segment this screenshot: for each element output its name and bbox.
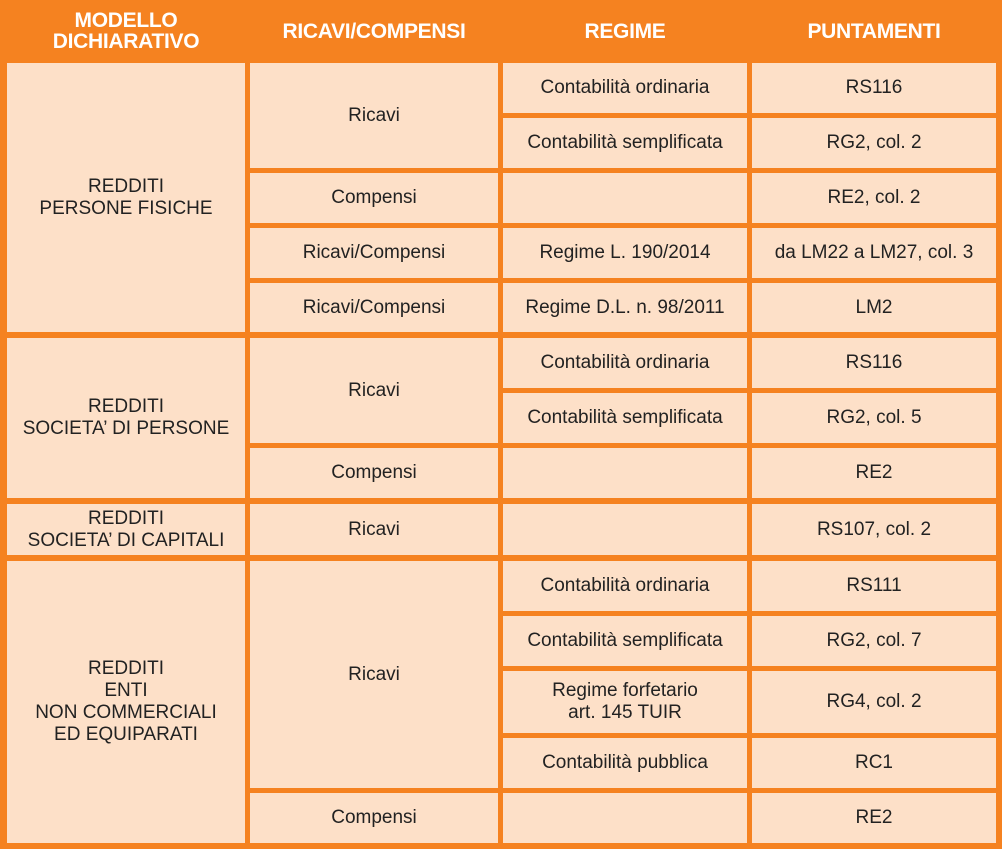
modello-line: REDDITI	[88, 175, 164, 197]
ricavi-cell: Compensi	[250, 793, 498, 843]
modello-cell	[7, 561, 245, 843]
puntamenti-cell: RG2, col. 7	[752, 616, 996, 666]
regime-cell: Contabilità semplificata	[503, 393, 747, 443]
modello-line: REDDITI	[88, 396, 164, 417]
regime-cell	[503, 173, 747, 223]
puntamenti-cell: RE2	[752, 793, 996, 843]
header-modello	[7, 0, 245, 62]
modello-line: ED EQUIPARATI	[54, 724, 198, 745]
header-modello-line-1: MODELLO	[74, 9, 178, 32]
puntamenti-cell: RS107, col. 2	[752, 504, 996, 555]
regime-cell: Contabilità pubblica	[503, 738, 747, 788]
ricavi-cell: Compensi	[250, 448, 498, 498]
modello-line: NON COMMERCIALI	[35, 702, 217, 723]
header-regime: REGIME	[584, 19, 666, 43]
regime-line: art. 145 TUIR	[568, 702, 682, 723]
regime-cell: Regime L. 190/2014	[503, 228, 747, 278]
regime-cell	[503, 448, 747, 498]
regime-cell: Contabilità ordinaria	[503, 63, 747, 113]
header-ricavi-compensi: RICAVI/COMPENSI	[282, 19, 466, 43]
ricavi-cell: Ricavi	[250, 561, 498, 788]
header-modello-line-2: DICHIARATIVO	[52, 30, 200, 53]
puntamenti-cell: da LM22 a LM27, col. 3	[752, 228, 996, 278]
modello-line: SOCIETA’ DI CAPITALI	[27, 529, 225, 551]
ricavi-cell: Ricavi	[250, 63, 498, 168]
regime-cell	[503, 504, 747, 555]
header-puntamenti: PUNTAMENTI	[807, 19, 941, 43]
modello-cell	[7, 63, 245, 332]
regime-cell	[503, 671, 747, 733]
ricavi-cell: Ricavi/Compensi	[250, 283, 498, 332]
puntamenti-cell: RE2, col. 2	[752, 173, 996, 223]
regime-cell: Contabilità semplificata	[503, 118, 747, 168]
regime-cell: Contabilità semplificata	[503, 616, 747, 666]
modello-cell	[7, 338, 245, 498]
puntamenti-cell: RS116	[752, 338, 996, 388]
puntamenti-cell: RS111	[752, 561, 996, 611]
modello-cell	[7, 504, 245, 555]
modello-line: REDDITI	[88, 658, 164, 679]
group-societa-capitali	[7, 504, 245, 555]
ricavi-cell: Ricavi/Compensi	[250, 228, 498, 278]
ricavi-cell: Ricavi	[250, 504, 498, 555]
puntamenti-cell: RG2, col. 5	[752, 393, 996, 443]
regime-cell: Regime D.L. n. 98/2011	[503, 283, 747, 332]
puntamenti-cell: RG2, col. 2	[752, 118, 996, 168]
regime-cell: Contabilità ordinaria	[503, 561, 747, 611]
puntamenti-cell: RE2	[752, 448, 996, 498]
puntamenti-cell: RS116	[752, 63, 996, 113]
puntamenti-cell: RC1	[752, 738, 996, 788]
group-societa-persone	[7, 338, 245, 498]
ricavi-cell: Compensi	[250, 173, 498, 223]
regime-cell: Contabilità ordinaria	[503, 338, 747, 388]
ricavi-cell: Ricavi	[250, 338, 498, 443]
modello-line: REDDITI	[88, 507, 164, 529]
puntamenti-cell: RG4, col. 2	[752, 671, 996, 733]
modello-line: PERSONE FISICHE	[39, 197, 213, 219]
regime-cell	[503, 793, 747, 843]
modello-line: ENTI	[104, 680, 148, 701]
modello-line: SOCIETA’ DI PERSONE	[22, 418, 230, 439]
regime-line: Regime forfetario	[552, 680, 698, 701]
puntamenti-cell: LM2	[752, 283, 996, 332]
group-enti-non-commerciali	[7, 561, 245, 843]
group-persone-fisiche	[7, 63, 245, 332]
